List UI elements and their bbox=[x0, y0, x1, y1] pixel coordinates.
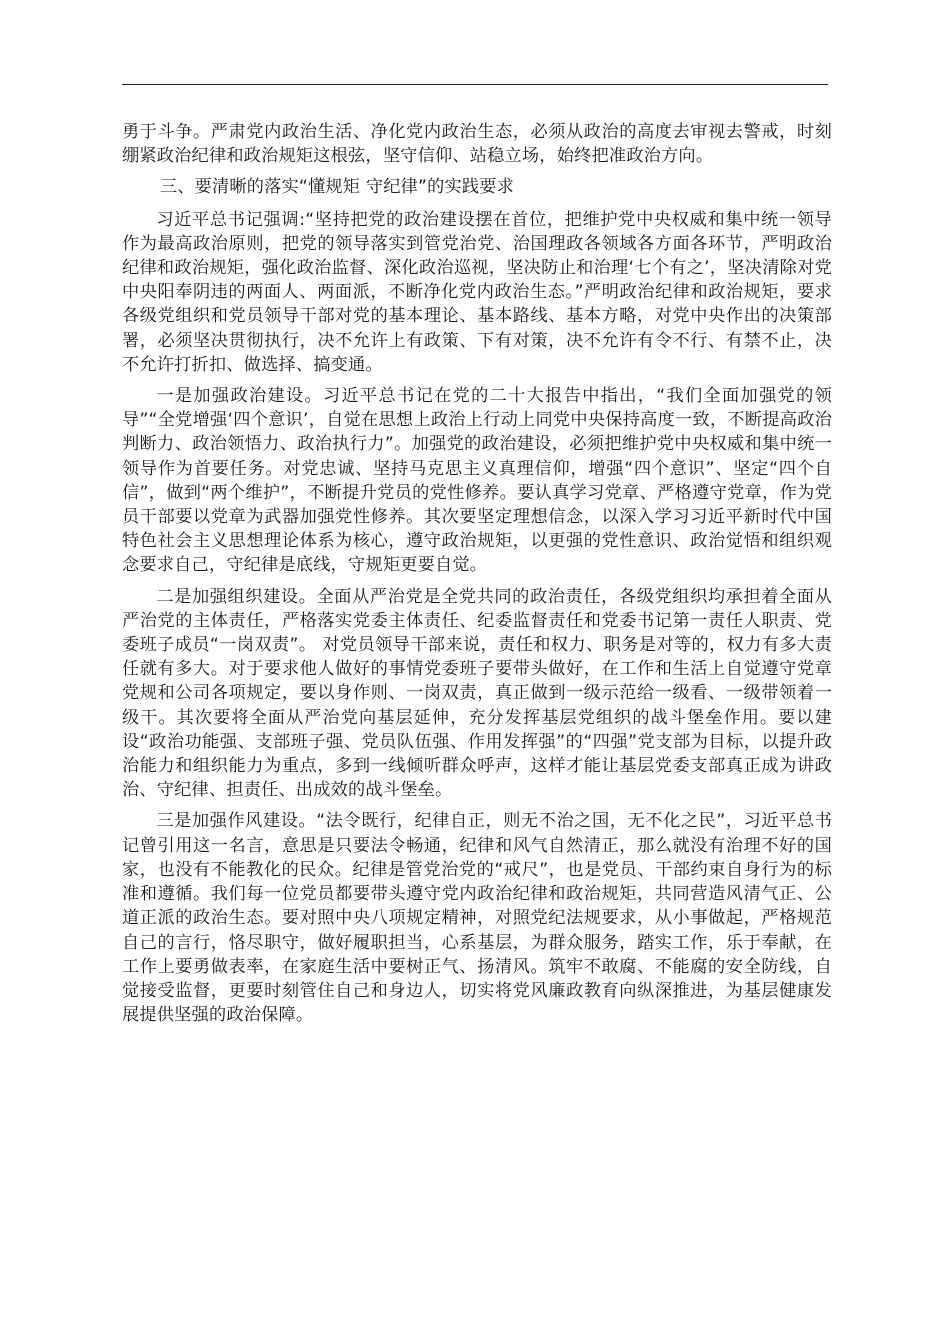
paragraph-style-construction: 三是加强作风建设。“法令既行，纪律自正，则无不治之国，无不化之民”，习近平总书记曾引用这一名言，意思是只要法令畅通，纪律和风气自然清正，那么就没有治理不好的国家，也没有不能教化的民众。纪律是管党治党的“戒尺”，也是党员、干部约束自身行为的标准和遵循。我们每一位党员都要带头遵守党内政治纪律和政治规矩，共同营造风清气正、公道正派的政治生态。要对照中央八项规定精神，对照党纪法规要求，从小事做起，严格规范自己的言行，恪尽职守，做好履职担当，心系基层，为群众服务，踏实工作，乐于奉献，在工作上要勇做表率，在家庭生活中要树正气、扬清风。筑牢不敢腐、不能腐的安全防线，自觉接受监督，更要时刻管住自己和身边人，切实将党风廉政教育向纵深推进，为基层健康发展提供坚强的政治保障。 bbox=[122, 811, 832, 1026]
header-rule bbox=[122, 84, 828, 85]
paragraph-continuation: 勇于斗争。严肃党内政治生活、净化党内政治生态，必须从政治的高度去审视去警戒，时刻绷紧政治纪律和政治规矩这根弦，坚守信仰、站稳立场，始终把准政治方向。 bbox=[122, 122, 832, 167]
paragraph-quote: 习近平总书记强调:“坚持把党的政治建设摆在首位，把维护党中央权威和集中统一领导作为最高政治原则，把党的领导落实到管党治党、治国理政各领域各方面各环节，严明政治纪律和政治规矩，强化政治监督、深化政治巡视，坚决防止和治理‘七个有之’，坚决清除对党中央阳奉阴违的两面人、两面派，不断净化党内政治生态。”严明政治纪律和政治规矩，要求各级党组织和党员领导干部对党的基本理论、基本路线、基本方略，对党中央作出的决策部署，必须坚决贯彻执行，决不允许上有政策、下有对策，决不允许有令不行、有禁不止，决不允许打折扣、做选择、搞变通。 bbox=[122, 209, 832, 375]
paragraph-political-construction: 一是加强政治建设。习近平总书记在党的二十大报告中指出，“我们全面加强党的领导”“全党增强‘四个意识’，自觉在思想上政治上行动上同党中央保持高度一致，不断提高政治判断力、政治领悟力、政治执行力”。加强党的政治建设，必须把维护党中央权威和集中统一领导作为首要任务。对党忠诚、坚持马克思主义真理信仰，增强“四个意识”、坚定“四个自信”，做到“两个维护”，不断提升党员的党性修养。要认真学习党章、严格遵守党章，作为党员干部要以党章为武器加强党性修养。其次要坚定理想信念，以深入学习习近平新时代中国特色社会主义思想理论体系为核心，遵守政治规矩，以更强的党性意识、政治觉悟和组织观念要求自己，守纪律是底线，守规矩更要自觉。 bbox=[122, 386, 832, 576]
paragraph-organization-construction: 二是加强组织建设。全面从严治党是全党共同的政治责任，各级党组织均承担着全面从严治党的主体责任，严格落实党委主体责任、纪委监督责任和党委书记第一责任人职责、党委班子成员“一岗双责”。 对党员领导干部来说，责任和权力、职务是对等的，权力有多大责任就有多大。对于要求他人做好的事情党委班子要带头做好，在工作和生活上自觉遵守党章党规和公司各项规定，要以身作则、一岗双责，真正做到一级示范给一级看、一级带领着一级干。其次要将全面从严治党向基层延伸，充分发挥基层党组织的战斗堡垒作用。要以建设“政治功能强、支部班子强、党员队伍强、作用发挥强”的“四强”党支部为目标，以提升政治能力和组织能力为重点，多到一线倾听群众呼声，这样才能让基层党委支部真正成为讲政治、守纪律、担责任、出成效的战斗堡垒。 bbox=[122, 586, 832, 801]
document-body bbox=[122, 120, 832, 1034]
section-heading: 三、要清晰的落实“懂规矩 守纪律”的实践要求 bbox=[159, 177, 515, 198]
